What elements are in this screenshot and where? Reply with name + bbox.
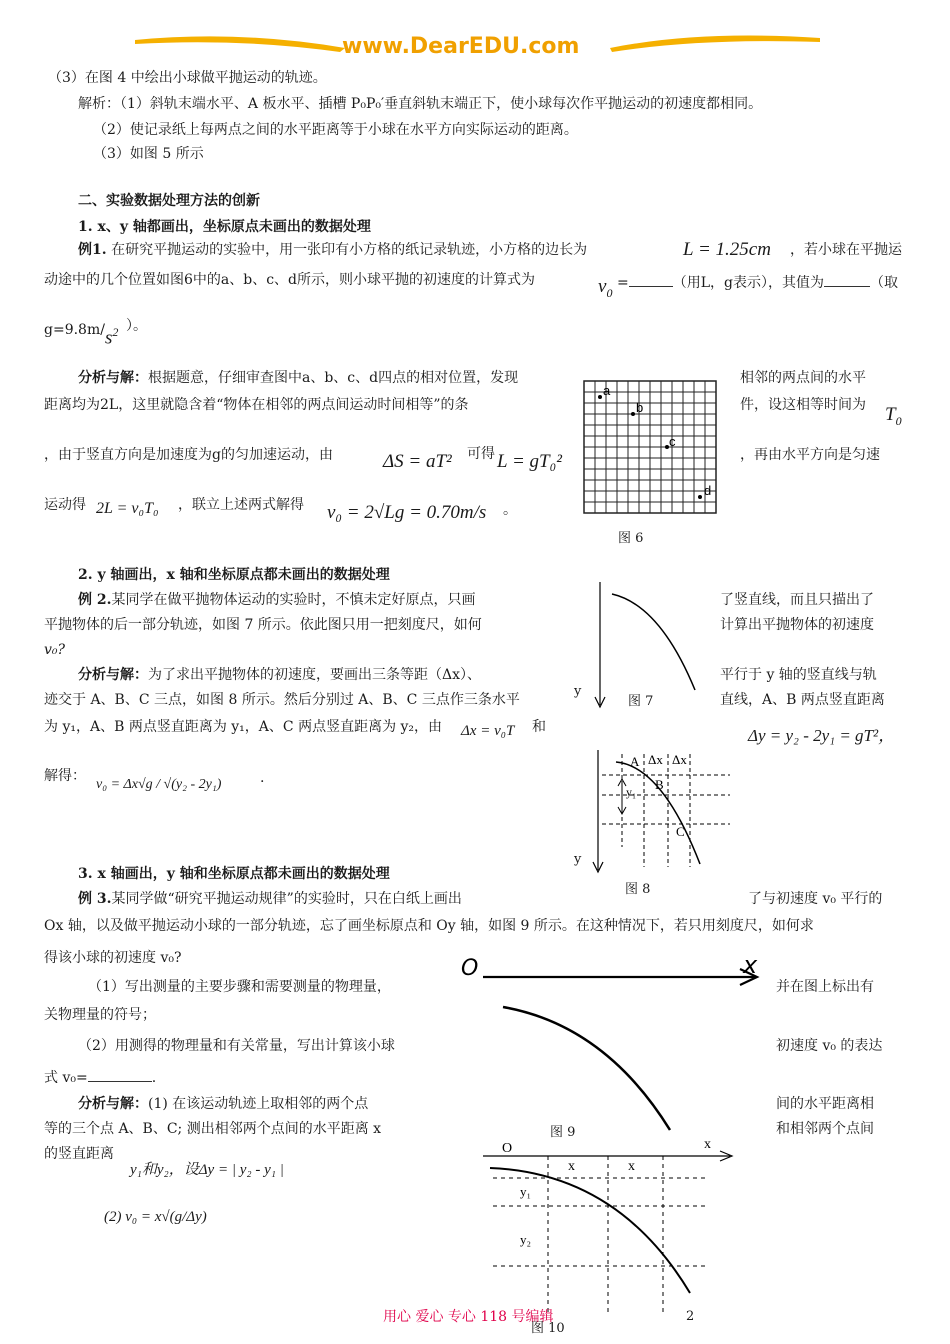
answer-blank-2 — [824, 272, 870, 287]
analysis-1-line-4b: ，联立上述两式解得 — [178, 497, 304, 513]
fig9-label-O: O — [461, 956, 479, 981]
analysis-1-kede: 可得 — [467, 446, 495, 462]
fig6-label-c: c — [669, 434, 676, 449]
analysis-2-period: . — [260, 770, 265, 786]
jiexi-line-2: （2）使记录纸上每两点之间的水平距离等于小球在水平方向实际运动的距离。 — [93, 122, 578, 138]
figure-7 — [590, 580, 700, 710]
analysis-3-line-3: 的竖直距离 — [44, 1146, 114, 1162]
formula-v0-result: v₀ = 2√Lg = 0.70m/s — [327, 502, 487, 523]
formula-delta-s: ΔS = aT² — [383, 451, 452, 472]
formula-2L: 2L = v₀T₀ — [96, 500, 159, 517]
example-1-label: 例1. — [78, 242, 107, 258]
fig10-label-x2: x — [628, 1159, 635, 1174]
example-2-line-2-right: 计算出平抛物体的初速度 — [720, 617, 874, 633]
formula-delta-y: Δy = y₂ - 2y₁ = gT²， — [748, 726, 896, 745]
fig6-label-b: b — [636, 400, 644, 415]
figure-6-caption: 图 6 — [618, 531, 644, 546]
example-1-line-1 — [78, 242, 587, 259]
figure-7-caption: 图 7 — [628, 694, 654, 709]
T0-symbol — [885, 404, 902, 428]
example-1-line-3b: ）。 — [126, 318, 147, 334]
example-1-text-2d: （取 — [870, 275, 898, 291]
example-1-line-3 — [44, 322, 105, 339]
fig6-label-a: a — [603, 383, 611, 398]
example-3-question-2-right: 初速度 v₀ 的表达 — [776, 1038, 883, 1054]
analysis-label: 分析与解： — [78, 370, 148, 386]
v0-v: v — [598, 276, 607, 297]
example-3-question-2-cont — [44, 1067, 156, 1087]
example-2-label: 例 2. — [78, 592, 112, 608]
figure-8-y-axis-label: y — [574, 852, 582, 867]
formula-v0-ex2: v₀ = Δx√g / √(y₂ - 2y₁) — [96, 777, 222, 792]
figure-10 — [478, 1138, 738, 1313]
analysis-1-line-4: 运动得 — [44, 497, 86, 513]
analysis-2-line-2: 迹交于 A、B、C 三点，如图 8 所示。然后分别过 A、B、C 三点作三条水平 — [44, 692, 520, 708]
fig8-label-dx2: Δx — [672, 752, 687, 767]
equals: = — [617, 275, 629, 291]
fig6-point-d — [698, 495, 702, 499]
analysis-1-line-1-right: 相邻的两点间的水平 — [740, 370, 866, 386]
T0-letter: T — [885, 404, 896, 425]
page-number: 2 — [686, 1309, 695, 1324]
subheading-3: 3. x 轴画出，y 轴和坐标原点都未画出的数据处理 — [78, 866, 390, 882]
example-3-question-1-cont: 关物理量的符号； — [44, 1007, 156, 1023]
example-1-line-2b — [617, 272, 898, 292]
s-squared — [105, 325, 118, 350]
s-letter: s — [105, 327, 113, 349]
fig8-label-A: A — [630, 754, 640, 769]
analysis-1-line-2: 距离均为2L，这里就隐含着“物体在相邻的两点间运动时间相等”的条 — [44, 397, 469, 413]
example-2-text-1: 某同学在做平抛物体运动的实验时，不慎未定好原点，只画 — [111, 592, 476, 608]
formula-y1-y2: y₁和y₂，设Δy = | y₂ - y₁ | — [130, 1162, 284, 1178]
analysis-3-label: 分析与解： — [78, 1096, 148, 1112]
section-heading: 二、实验数据处理方法的创新 — [78, 193, 260, 209]
fig6-point-a — [598, 395, 602, 399]
jiexi-line-3: （3）如图 5 所示 — [93, 146, 204, 162]
fig10-label-y2: y₂ — [520, 1232, 532, 1247]
fig10-label-O: O — [502, 1141, 513, 1156]
figure-7-y-axis-label: y — [574, 684, 582, 699]
answer-blank-1 — [629, 272, 673, 287]
example-3-line-2: Ox 轴，以及做平抛运动小球的一部分轨迹，忘了画坐标原点和 Oy 轴，如图 9 所示。在这种情况下，若只用刻度尺，如何求 — [44, 918, 814, 934]
example-1-text-1c: ，若小球在平抛运 — [790, 242, 902, 258]
analysis-3-line-2: 等的三个点 A、B、C; 测出相邻两个点间的水平距离 x — [44, 1121, 382, 1137]
question-3: （3）在图 4 中绘出小球做平抛运动的轨迹。 — [48, 70, 327, 86]
formula-L: L = 1.25cm — [683, 239, 771, 260]
figure-9 — [455, 955, 775, 1135]
analysis-1-line-2-right: 件，设这相等时间为 — [740, 397, 866, 413]
fig8-label-dx1: Δx — [648, 752, 663, 767]
fig10-label-x-axis: x — [704, 1138, 711, 1152]
example-3-question-1-right: 并在图上标出有 — [776, 979, 874, 995]
example-2-line-2: 平抛物体的后一部分轨迹，如图 7 所示。依此图只用一把刻度尺，如何 — [44, 617, 482, 633]
analysis-2-line-3: 为 y₁，A、B 两点竖直距离为 y₁，A、C 两点竖直距离为 y₂，由 — [44, 719, 443, 735]
subheading-1: 1. x、y 轴都画出，坐标原点未画出的数据处理 — [78, 219, 371, 235]
figure-6-grid — [583, 380, 723, 515]
analysis-2-label: 分析与解： — [78, 667, 148, 683]
analysis-2-line-1 — [78, 667, 481, 684]
analysis-1-period: 。 — [503, 502, 517, 518]
formula-v0-ex3: (2) v₀ = x√(g/Δy) — [104, 1209, 207, 1225]
fig6-point-b — [631, 412, 635, 416]
example-3-line-1-right: 了与初速度 v₀ 平行的 — [748, 891, 883, 907]
answer-blank-3 — [88, 1067, 152, 1082]
subheading-2: 2. y 轴画出，x 轴和坐标原点都未画出的数据处理 — [78, 567, 390, 583]
figure-8-caption: 图 8 — [625, 882, 651, 897]
fig8-label-C: C — [676, 824, 685, 839]
analysis-2-he: 和 — [532, 719, 546, 735]
jiexi-line-1: 解析：（1）斜轨末端水平、A 板水平、插槽 P₀P₀′垂直斜轨末端正下，使小球每次作平抛运动的初速度都相同。 — [78, 96, 763, 112]
analysis-3-text-1: (1) 在该运动轨迹上取相邻的两个点 — [148, 1096, 369, 1112]
example-1-text-2c: （用L，g表示），其值为 — [672, 275, 824, 291]
v0-period: . — [151, 1070, 157, 1086]
g-value: g=9.8m/ — [44, 322, 105, 338]
analysis-1-line-3-right: ，再由水平方向是匀速 — [740, 447, 880, 463]
example-3-question-2: （2）用测得的物理量和有关常量，写出计算该小球 — [78, 1038, 395, 1054]
header-logo: www.DearEDU.com — [342, 34, 580, 59]
formula-L-gT0: L = gT₀² — [497, 451, 562, 472]
s-sup: 2 — [112, 325, 119, 339]
example-2-line-1 — [78, 592, 476, 609]
v0-label: 式 v₀= — [44, 1070, 88, 1086]
fig8-label-y1: y₁ — [626, 785, 637, 799]
example-2-line-1-right: 了竖直线，而且只描出了 — [720, 592, 874, 608]
T0-sub: 0 — [895, 413, 902, 428]
fig10-label-x1: x — [568, 1159, 575, 1174]
analysis-1-line-1 — [78, 370, 518, 387]
example-3-line-3: 得该小球的初速度 v₀? — [44, 950, 182, 966]
v0-sub: 0 — [606, 285, 613, 300]
example-1-text-1: 在研究平抛运动的实验中，用一张印有小方格的纸记录轨迹，小方格的边长为 — [111, 242, 588, 258]
analysis-2-line-1-right: 平行于 y 轴的竖直线与轨 — [720, 667, 877, 683]
fig10-label-y1: y₁ — [520, 1184, 532, 1199]
example-3-line-1 — [78, 891, 462, 908]
figure-9-caption: 图 9 — [550, 1125, 576, 1140]
analysis-2-line-4: 解得： — [44, 768, 86, 784]
analysis-2-line-2-right: 直线，A、B 两点竖直距离 — [720, 692, 885, 708]
figure-10-caption: 图 10 — [531, 1321, 565, 1336]
v0-symbol — [598, 276, 612, 300]
example-2-line-3: v₀? — [44, 642, 66, 658]
figure-8 — [592, 742, 732, 882]
analysis-3-line-1 — [78, 1096, 368, 1113]
fig8-label-B: B — [655, 777, 664, 792]
fig9-label-x: x — [743, 955, 758, 979]
fig6-label-d: d — [704, 483, 712, 498]
analysis-1-text: 根据题意，仔细审查图中a、b、c、d四点的相对位置，发现 — [148, 370, 519, 386]
analysis-3-line-2-right: 和相邻两个点间 — [776, 1121, 874, 1137]
analysis-2-text-1: 为了求出平抛物体的初速度，要画出三条等距（Δx）、 — [148, 667, 482, 683]
analysis-3-line-1-right: 间的水平距离相 — [776, 1096, 874, 1112]
example-3-label: 例 3. — [78, 891, 112, 907]
formula-delta-x: Δx = v₀T — [461, 723, 515, 739]
example-3-question-1: （1）写出测量的主要步骤和需要测量的物理量， — [88, 979, 391, 995]
footer-text: 用心 爱心 专心 118 号编辑 — [383, 1309, 554, 1325]
example-3-text-1: 某同学做“研究平抛运动规律”的实验时，只在白纸上画出 — [111, 891, 462, 907]
example-1-line-2: 动途中的几个位置如图6中的a、b、c、d所示，则小球平抛的初速度的计算式为 — [44, 272, 536, 288]
analysis-1-line-3: ，由于竖直方向是加速度为g的匀加速运动，由 — [44, 447, 333, 463]
